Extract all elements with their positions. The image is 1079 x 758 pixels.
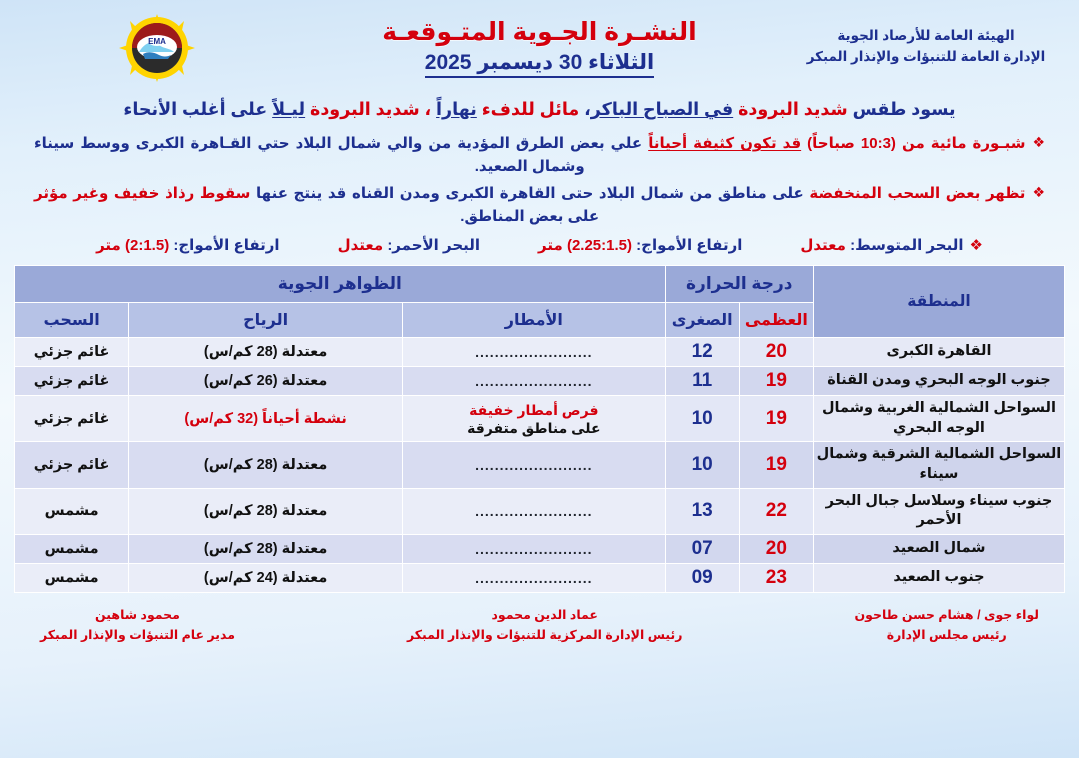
col-header-rain: الأمطار: [403, 303, 666, 338]
page-title: النشـرة الجـوية المتـوقعـة: [382, 18, 697, 46]
cell-rain: [403, 488, 666, 534]
cell-region: السواحل الشمالية الشرقية وشمال سيناء: [813, 442, 1064, 488]
fog-seg-3: علي بعض الطرق المؤدية من والي شمال البلاد حتي القـاهرة الكبرى ووسط سيناء وشمال الصعيد.: [34, 135, 643, 175]
col-header-cloud: السحب: [15, 303, 129, 338]
cell-min-temp: 12: [665, 338, 739, 367]
lead-seg-2: شديد البرودة: [738, 99, 848, 119]
cell-min-temp: 10: [665, 442, 739, 488]
clouds-seg-4: على بعض المناطق.: [460, 207, 600, 225]
cell-min-temp: 09: [665, 563, 739, 592]
signatures-footer: [40, 605, 1039, 645]
cell-cloud: غائم جزئي: [15, 396, 129, 442]
cell-region: جنوب سيناء وسلاسل جبال البحر الأحمر: [813, 488, 1064, 534]
bullet-item-fog: [34, 133, 1045, 178]
bulletin-header: [0, 0, 1079, 92]
signature-middle: [407, 605, 682, 645]
mediterranean-value: معتدل: [800, 237, 846, 255]
bullet-marker-icon: ❖: [1032, 134, 1045, 151]
rain-sub: على مناطق متفرقة: [467, 419, 601, 436]
cell-wind: معتدلة (26 كم/س): [129, 367, 403, 396]
signature-right-role: مدير عام التنبؤات والإنذار المبكر: [40, 627, 235, 642]
cell-max-temp: 19: [739, 396, 813, 442]
mediterranean-wave-label: ارتفاع الأمواج:: [636, 237, 743, 255]
cell-wind: معتدلة (28 كم/س): [129, 338, 403, 367]
fog-seg-2: قد تكون كثيفة أحياناً: [648, 135, 802, 153]
cell-rain: [403, 396, 666, 442]
cell-region: شمال الصعيد: [813, 534, 1064, 563]
col-header-wind: الرياح: [129, 303, 403, 338]
rain-highlight: فرص أمطار خفيفة: [469, 401, 599, 418]
sea-bullet-marker-icon: ❖: [969, 237, 983, 255]
bullet-list: [34, 133, 1045, 228]
cell-region: جنوب الوجه البحري ومدن القناة: [813, 367, 1064, 396]
cell-wind: معتدلة (28 كم/س): [129, 488, 403, 534]
col-header-temperature: درجة الحرارة: [665, 266, 813, 303]
logo-text: EMA: [148, 37, 166, 46]
signature-left-role: رئيس مجلس الإدارة: [886, 627, 1007, 642]
forecast-table-head: [15, 266, 1065, 338]
signature-middle-role: رئيس الإدارة المركزية للتنبؤات والإنذار المبكر: [407, 627, 683, 642]
signature-right: [40, 605, 235, 645]
bullet-item-clouds: [34, 183, 1045, 228]
signature-left: [854, 605, 1039, 645]
redsea-value: معتدل: [337, 237, 384, 255]
organization-name: [791, 26, 1061, 68]
cell-max-temp: 19: [739, 442, 813, 488]
cell-max-temp: 20: [739, 534, 813, 563]
mediterranean-waves: [538, 236, 742, 254]
rain-none-dots: ........................: [475, 502, 593, 519]
lead-seg-1: يسود طقس: [852, 99, 956, 119]
cell-cloud: غائم جزئي: [15, 442, 129, 488]
cell-cloud: مشمس: [15, 488, 129, 534]
redsea-state: [338, 236, 480, 254]
signature-right-name: محمود شاهين: [95, 607, 180, 622]
cell-wind: معتدلة (28 كم/س): [129, 534, 403, 563]
signature-left-name: لواء جوى / هشام حسن طاحون: [854, 607, 1039, 622]
table-row: [15, 563, 1065, 592]
table-row: [15, 534, 1065, 563]
forecast-table-body: [15, 338, 1065, 592]
lead-seg-8: ليـلاً: [272, 99, 306, 119]
cell-max-temp: 22: [739, 488, 813, 534]
cell-region: جنوب الصعيد: [813, 563, 1064, 592]
ema-logo-icon: [115, 14, 199, 82]
org-line-1: الهيئة العامة للأرصاد الجوية: [837, 28, 1015, 43]
cell-rain: [403, 534, 666, 563]
lead-summary: [26, 96, 1053, 122]
cell-min-temp: 07: [665, 534, 739, 563]
cell-region: القاهرة الكبرى: [813, 338, 1064, 367]
rain-none-dots: ........................: [475, 456, 593, 473]
cell-max-temp: 23: [739, 563, 813, 592]
lead-seg-5: مائل للدفء: [481, 99, 580, 119]
lead-seg-9: على أغلب الأنحاء: [123, 99, 268, 119]
cell-rain: [403, 338, 666, 367]
bulletin-date: الثلاثاء 30 ديسمبر 2025: [425, 50, 654, 78]
fog-seg-1: شبـورة مائية من (10:3 صباحاً): [807, 135, 1026, 153]
rain-none-dots: ........................: [475, 373, 593, 390]
mediterranean-wave-value: (2.25:1.5) متر: [538, 237, 632, 255]
cell-max-temp: 20: [739, 338, 813, 367]
cell-wind: نشطة أحياناً (32 كم/س): [129, 396, 403, 442]
bullet-marker-icon: ❖: [1032, 184, 1045, 201]
cell-rain: [403, 563, 666, 592]
redsea-wave-label: ارتفاع الأمواج:: [173, 237, 280, 255]
table-row: [15, 367, 1065, 396]
col-header-max-temp: العظمى: [739, 303, 813, 338]
col-header-min-temp: الصغرى: [665, 303, 739, 338]
lead-seg-4: ،: [584, 99, 591, 119]
rain-none-dots: ........................: [475, 344, 593, 361]
table-row: [15, 488, 1065, 534]
redsea-wave-value: (2:1.5) متر: [96, 237, 170, 255]
forecast-table: [14, 265, 1065, 592]
col-header-phenomena: الظواهر الجوية: [15, 266, 666, 303]
table-row: [15, 338, 1065, 367]
cell-min-temp: 10: [665, 396, 739, 442]
lead-seg-3: في الصباح الباكر: [590, 99, 734, 119]
header-row-top: [15, 266, 1065, 303]
cell-cloud: مشمس: [15, 563, 129, 592]
col-header-region: المنطقة: [813, 266, 1064, 338]
sea-conditions-row: [34, 236, 1045, 254]
cell-rain: [403, 442, 666, 488]
cell-wind: معتدلة (28 كم/س): [129, 442, 403, 488]
clouds-seg-1: تظهر بعض السحب المنخفضة: [809, 185, 1026, 203]
mediterranean-state: [800, 236, 963, 254]
title-block: [330, 18, 750, 78]
forecast-table-wrapper: [14, 265, 1065, 592]
rain-none-dots: ........................: [475, 540, 593, 557]
table-row: [15, 396, 1065, 442]
cell-rain: [403, 367, 666, 396]
redsea-label: البحر الأحمر:: [387, 237, 481, 255]
bullet-clouds-text: [34, 183, 1025, 228]
cell-min-temp: 13: [665, 488, 739, 534]
org-line-2: الإدارة العامة للتنبؤات والإنذار المبكر: [806, 48, 1046, 64]
cell-cloud: مشمس: [15, 534, 129, 563]
cell-wind: معتدلة (24 كم/س): [129, 563, 403, 592]
lead-seg-6: نهاراً: [436, 99, 477, 119]
redsea-waves: [96, 236, 279, 254]
signature-middle-name: عماد الدين محمود: [491, 607, 598, 622]
mediterranean-label: البحر المتوسط:: [850, 237, 964, 255]
lead-seg-7: ، شديد البرودة: [310, 99, 432, 119]
bullet-fog-text: [34, 133, 1025, 178]
cell-min-temp: 11: [665, 367, 739, 396]
cell-region: السواحل الشمالية الغربية وشمال الوجه البحري: [813, 396, 1064, 442]
clouds-seg-2: على مناطق من شمال البلاد حتى القاهرة الكبرى ومدن القناه قد ينتج عنها: [256, 185, 804, 203]
clouds-seg-3: سقوط رذاذ خفيف وغير مؤثر: [34, 185, 251, 203]
rain-none-dots: ........................: [475, 569, 593, 586]
cell-cloud: غائم جزئي: [15, 338, 129, 367]
table-row: [15, 442, 1065, 488]
cell-cloud: غائم جزئي: [15, 367, 129, 396]
cell-max-temp: 19: [739, 367, 813, 396]
